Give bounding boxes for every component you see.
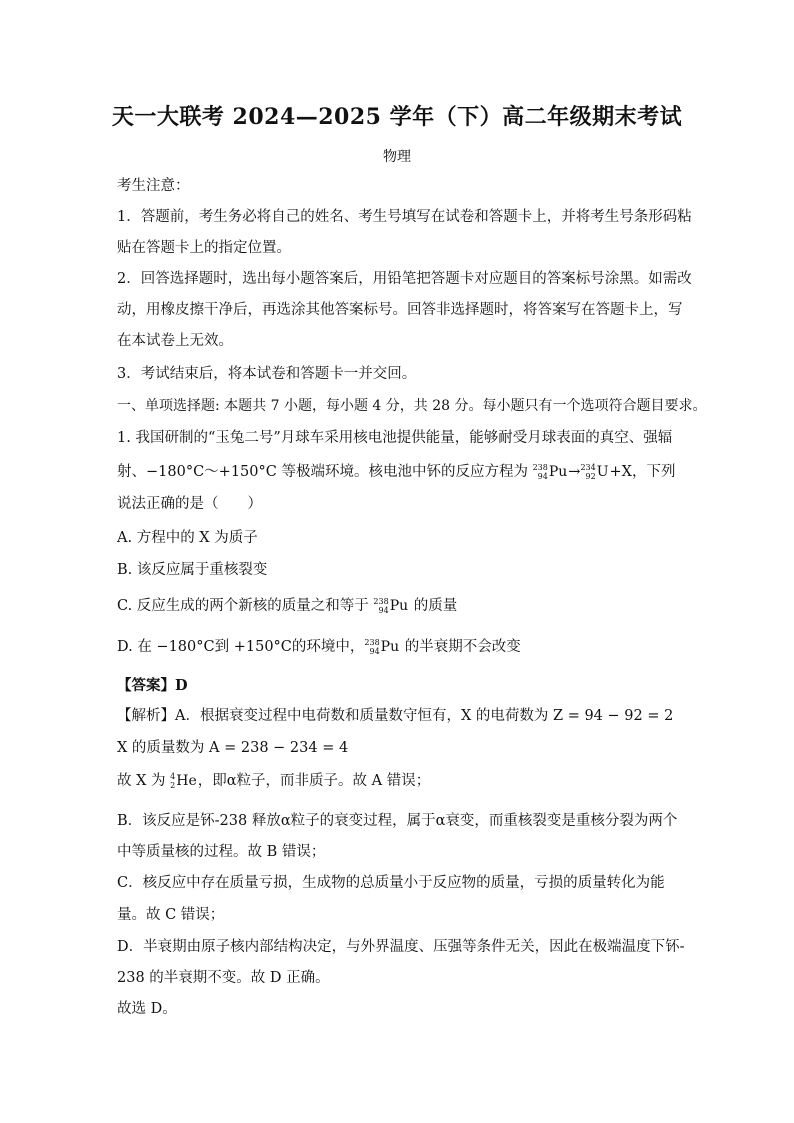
section-heading: 一、单项选择题: 本题共 7 小题，每小题 4 分，共 28 分。每小题只有一个选项符合题目要求。 <box>117 398 707 414</box>
notice-item-3: 3．考试结束后，将本试卷和答题卡一并交回。 <box>117 366 417 382</box>
element-symbol: He <box>176 773 197 789</box>
option-b: B. 该反应属于重核裂变 <box>117 562 268 578</box>
option-d-text: D. 在 −180°C到 +150°C的环境中， <box>117 639 365 655</box>
mass-number: 238 <box>373 597 389 606</box>
mass-number: 238 <box>532 463 548 472</box>
notice-item-1-line-2: 贴在答题卡上的指定位置。 <box>117 240 291 256</box>
analysis-line-4: B．该反应是钚-238 释放α粒子的衰变过程，属于α衰变，而重核裂变是重核分裂为两个 <box>117 813 678 829</box>
stem-text: 等极端环境。核电池中钚的反应方程为 <box>276 464 533 480</box>
option-d <box>117 637 687 657</box>
analysis-line-1 <box>117 706 687 726</box>
mass-number: 4 <box>170 772 176 781</box>
mass-number: 234 <box>580 463 596 472</box>
notice-item-2-line-3: 在本试卷上无效。 <box>117 333 233 349</box>
subject-label: 物理 <box>383 149 411 165</box>
analysis-line-9: 238 的半衰期不变。故 D 正确。 <box>117 970 330 986</box>
analysis-line-5: 中等质量核的过程。故 B 错误； <box>117 844 326 860</box>
charge-number: 92 <box>585 472 596 481</box>
analysis-line-3 <box>117 771 687 791</box>
nuclide-pu-238 <box>533 462 568 482</box>
element-symbol: Pu <box>548 464 568 480</box>
charge-number: 94 <box>378 606 389 615</box>
mass-equation: A = 238 − 234 = 4 <box>209 740 349 756</box>
question-1-stem-line-1: 1. 我国研制的“玉兔二号”月球车采用核电池提供能量，能够耐受月球表面的真空、强辐 <box>117 430 673 446</box>
option-c-text: 的质量 <box>409 598 458 614</box>
analysis-line-8: D．半衰期由原子核内部结构决定，与外界温度、压强等条件无关，因此在极端温度下钚- <box>117 939 685 955</box>
analysis-line-6: C．核反应中存在质量亏损，生成物的总质量小于反应物的质量，亏损的质量转化为能 <box>117 875 665 891</box>
analysis-text: 故 X 为 <box>117 773 171 789</box>
analysis-line-10: 故选 D。 <box>117 1001 177 1017</box>
element-symbol: Pu <box>380 639 400 655</box>
nuclide-u-234 <box>580 462 608 482</box>
answer-label: 【答案】D <box>117 677 188 694</box>
notice-item-2-line-1: 2．回答选择题时，选出每小题答案后，用铅笔把答题卡对应题目的答案标号涂黑。如需改 <box>117 271 692 287</box>
charge-number: 94 <box>537 472 548 481</box>
option-c <box>117 596 687 616</box>
nuclide-pu-238 <box>373 596 408 616</box>
exam-title: 天一大联考 2024—2025 学年（下）高二年级期末考试 <box>111 104 683 130</box>
stem-text: 射、 <box>117 464 146 480</box>
charge-number: 2 <box>170 781 176 790</box>
analysis-text: 【解析】A．根据衰变过程中电荷数和质量数守恒有，X 的电荷数为 <box>117 708 554 724</box>
charge-number: 94 <box>369 647 380 656</box>
temperature-range: −180°C～+150°C <box>146 464 277 480</box>
option-c-text: C. 反应生成的两个新核的质量之和等于 <box>117 598 374 614</box>
notice-heading: 考生注意： <box>117 178 190 194</box>
charge-equation: Z = 94 − 92 = 2 <box>553 708 674 724</box>
notice-item-1-line-1: 1．答题前，考生务必将自己的姓名、考生号填写在试卷和答题卡上，并将考生号条形码粘 <box>117 209 692 225</box>
element-symbol: U <box>596 464 609 480</box>
reaction-arrow: → <box>568 464 581 480</box>
option-d-text: 的半衰期不会改变 <box>400 639 521 655</box>
analysis-line-2 <box>117 738 687 758</box>
notice-item-2-line-2: 动，用橡皮擦干净后，再选涂其他答案标号。回答非选择题时，将答案写在答题卡上，写 <box>117 302 683 318</box>
mass-number: 238 <box>364 638 380 647</box>
analysis-text: ，即α粒子，而非质子。故 A 错误； <box>197 773 431 789</box>
option-a: A. 方程中的 X 为质子 <box>117 530 258 546</box>
analysis-line-7: 量。故 C 错误； <box>117 907 225 923</box>
nuclide-he-4 <box>170 771 197 791</box>
nuclide-pu-238 <box>364 637 399 657</box>
question-1-stem-line-2 <box>117 462 687 482</box>
plus-x: +X <box>609 464 633 480</box>
element-symbol: Pu <box>389 598 409 614</box>
stem-text: ，下列 <box>632 464 676 480</box>
analysis-text: X 的质量数为 <box>117 740 210 756</box>
question-1-stem-line-3: 说法正确的是（ ） <box>117 496 262 512</box>
